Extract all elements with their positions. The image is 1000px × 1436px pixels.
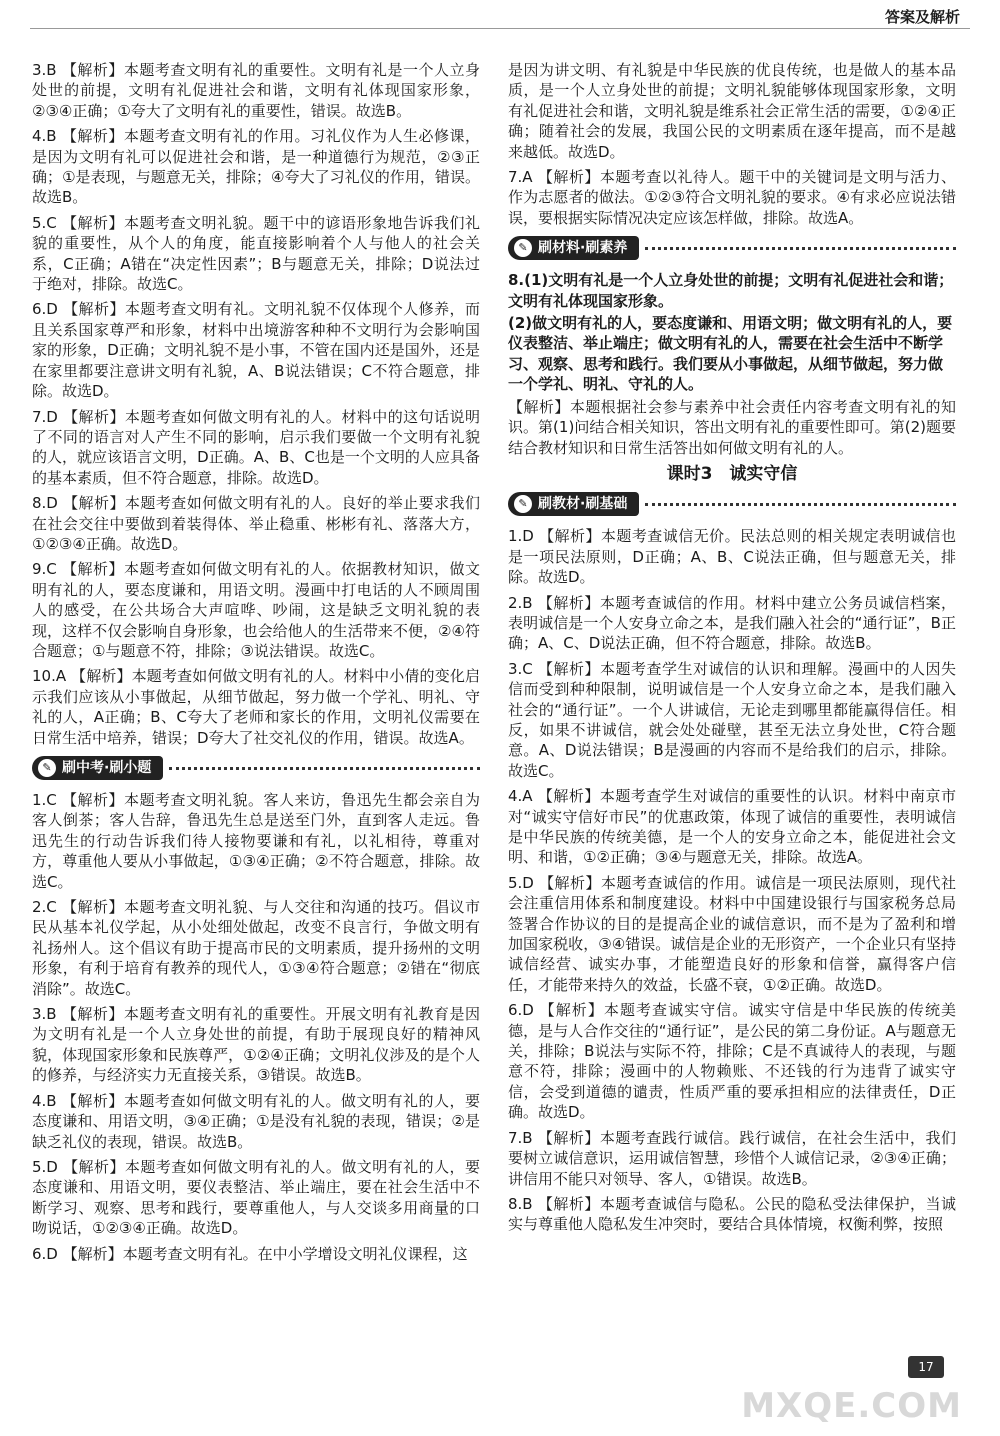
banner-text: 刷教材·刷基础 <box>538 496 628 513</box>
banner-label <box>508 236 639 260</box>
answer-item: 5.D 【解析】本题考查诚信的作用。诚信是一项民法原则，现代社会注重信用体系和制度建设。材料中中国建设银行与国家税务总局签署合作协议的目的是提高企业的诚信意识，而不是为了盈利和增加国家税收，③④错误。诚信是企业的无形资产，一个企业只有坚持诚信经营、诚实办事，才能塑造良好的形象和信誉，赢得客户信任，才能带来持久的效益，长盛不衰，①②正确。故选D。 <box>508 873 956 994</box>
answer-text: 8.(1)文明有礼是一个人立身处世的前提；文明有礼促进社会和谐；文明有礼体现国家形象。 <box>508 271 954 310</box>
answer-item: 1.D 【解析】本题考查诚信无价。民法总则的相关规定表明诚信也是一项民法原则，D正确；A、B、C说法正确，但与题意无关，排除。故选D。 <box>508 527 956 587</box>
section-banner <box>32 754 480 782</box>
banner-text: 刷材料·刷素养 <box>538 240 628 257</box>
answer-item: 9.C 【解析】本题考查如何做文明有礼的人。依据教材知识，做文明有礼的人，要态度谦和，用语文明。漫画中打电话的人不顾周围人的感受，在公共场合大声喧哗、吵闹，这是缺乏文明礼貌的表现，这样不仅会影响自身形象，也会给他人的生活带来不便，②④符合题意；①与题意不符，排除；③说法错误。故选C。 <box>32 560 480 660</box>
left-column <box>32 60 480 1269</box>
answer-item: 3.B 【解析】本题考查文明有礼的重要性。开展文明有礼教育是因为文明有礼是一个人立身处世的前提，有助于展现良好的精神风貌，体现国家形象和民族尊严，①②④正确；文明礼仪涉及的是个人的修养，与经济实力无直接关系，③错误。故选B。 <box>32 1005 480 1085</box>
header-rule <box>30 28 970 29</box>
answer-item: 6.D 【解析】本题考查文明有礼。文明礼貌不仅体现个人修养，而且关系国家尊严和形象，材料中出境游客种种不文明行为会影响国家的形象，D正确；文明礼貌不是小事，不管在国内还是国外，还是在家里都要注意讲文明有礼貌，A、B说法错误；C不符合题意，排除。故选D。 <box>32 300 480 401</box>
answer-item: 4.A 【解析】本题考查学生对诚信的重要性的认识。材料中南京市对“诚实守信好市民”的优惠政策，体现了诚信的重要性，表明诚信是中华民族的传统美德，是一个人的安身立命之本，能促进社会文明、和谐，①②正确；③④与题意无关，排除。故选A。 <box>508 787 956 867</box>
answer-item: 10.A 【解析】本题考查如何做文明有礼的人。材料中小倩的变化启示我们应该从小事做起，从细节做起，努力做一个学礼、明礼、守礼的人，A正确；B、C夸大了老师和家长的作用，文明礼仪需要在日常生活中培养，错误；D夸大了社交礼仪的作用，错误。故选A。 <box>32 667 480 747</box>
answer-item: 5.C 【解析】本题考查文明礼貌。题干中的谚语形象地告诉我们礼貌的重要性，从个人的角度，能直接影响着个人与他人的社会关系，C正确；A错在“决定性因素”；B与题意无关，排除；D说法过于绝对，排除。故选C。 <box>32 213 480 294</box>
answer-item: 3.C 【解析】本题考查学生对诚信的认识和理解。漫画中的人因失信而受到种种限制，说明诚信是一个人安身立命之本，是我们融入社会的“通行证”。一个人讲诚信，无论走到哪里都能赢得信任。相反，如果不讲诚信，就会处处碰壁，甚至无法立身处世，C符合题意。A、D说法错误；B是漫画的内容而不是给我们的启示，排除。故选C。 <box>508 659 956 780</box>
answer-item: 4.B 【解析】本题考查文明有礼的作用。习礼仪作为人生必修课，是因为文明有礼可以促进社会和谐，是一种道德行为规范，②③正确；①是表现，与题意无关，排除；④夸大了习礼仪的作用，错误。故选B。 <box>32 127 480 207</box>
pen-icon: ✎ <box>38 759 56 777</box>
watermark: MXQE.COM <box>741 1386 962 1426</box>
banner-dotted-rule <box>645 247 956 250</box>
answer-item: 8.D 【解析】本题考查如何做文明有礼的人。良好的举止要求我们在社会交往中要做到着装得体、举止稳重、彬彬有礼、落落大方，①②③④正确。故选D。 <box>32 494 480 553</box>
answer-item: 7.A 【解析】本题考查以礼待人。题干中的关键词是文明与活力、作为志愿者的做法。①②③符合文明礼貌的要求。④有求必应说法错误，要根据实际情况决定应该怎样做，排除。故选A。 <box>508 168 956 227</box>
section-banner <box>508 234 956 262</box>
section-banner <box>508 490 956 518</box>
answer-item: 8.B 【解析】本题考查诚信与隐私。公民的隐私受法律保护，当诚实与尊重他人隐私发生冲突时，要结合具体情境，权衡利弊，按照 <box>508 1194 956 1234</box>
answer-item: 3.B 【解析】本题考查文明有礼的重要性。文明有礼是一个人立身处世的前提，文明有礼促进社会和谐，文明有礼体现国家形象，②③④正确；①夸大了文明有礼的重要性，错误。故选B。 <box>32 61 480 120</box>
answer-item: 2.B 【解析】本题考查诚信的作用。材料中建立公务员诚信档案，表明诚信是一个人安身立命之本，是我们融入社会的“通行证”，B正确；A、C、D说法正确，但不符合题意，排除。故选B。 <box>508 593 956 653</box>
answer-item: 【解析】本题根据社会参与素养中社会责任内容考查文明有礼的知识。第(1)问结合相关知识，答出文明有礼的重要性即可。第(2)题要结合教材知识和日常生活答出如何做文明有礼的人。 <box>508 397 956 457</box>
answer-text: (2)做文明有礼的人，要态度谦和、用语文明；做文明有礼的人，要仪表整洁、举止端庄；做文明有礼的人，需要在社会生活中不断学习、观察、思考和践行。我们要从小事做起，从细节做起，努力做一个学礼、明礼、守礼的人。 <box>508 314 953 394</box>
right-column <box>508 60 956 1240</box>
answer-item: 是因为讲文明、有礼貌是中华民族的优良传统，也是做人的基本品质，是一个人立身处世的前提；文明礼貌能够体现国家形象，文明有礼促进社会和谐，文明礼貌是维系社会正常生活的需要，①②④正确；随着社会的发展，我国公民的文明素质在逐年提高，而不是越来越低。故选D。 <box>508 61 956 161</box>
answer-item: 5.D 【解析】本题考查如何做文明有礼的人。做文明有礼的人，要态度谦和、用语文明，要仪表整洁、举止端庄，要在社会生活中不断学习、观察、思考和践行，要尊重他人，与人交谈多用商量的口吻说话，①②③④正确。故选D。 <box>32 1157 480 1238</box>
banner-dotted-rule <box>169 767 480 770</box>
banner-dotted-rule <box>645 503 956 506</box>
answer-item: 1.C 【解析】本题考查文明礼貌。客人来访，鲁迅先生都会亲自为客人倒茶；客人告辞，鲁迅先生总是送至门外，直到客人走远。鲁迅先生的行动告诉我们待人接物要谦和有礼，以礼相待，尊重对方，尊重他人要从小事做起，①③④正确；②不符合题意，排除。故选C。 <box>32 791 480 891</box>
pen-icon: ✎ <box>514 495 532 513</box>
banner-text: 刷中考·刷小题 <box>62 759 152 776</box>
pen-icon: ✎ <box>514 239 532 257</box>
page-number: 17 <box>908 1356 944 1378</box>
answer-item: 6.D 【解析】本题考查诚实守信。诚实守信是中华民族的传统美德，是与人合作交往的“通行证”，是公民的第二身份证。A与题意无关，排除；B说法与实际不符，排除；C是不真诚待人的表现，与题意不符，排除；漫画中的人物赖账、不还钱的行为违背了诚实守信，会受到道德的谴责，性质严重的要承担相应的法律责任，D正确。故选D。 <box>508 1001 956 1122</box>
banner-label <box>508 492 639 516</box>
answer-item: 6.D 【解析】本题考查文明有礼。在中小学增设文明礼仪课程，这 <box>32 1244 468 1263</box>
answer-item: 7.D 【解析】本题考查如何做文明有礼的人。材料中的这句话说明了不同的语言对人产生不同的影响，启示我们要做一个文明有礼貌的人，就应该语言文明，D正确。A、B、C也是一个文明的人应具备的基本素质，但不符合题意，排除。故选D。 <box>32 407 480 487</box>
answer-item: 7.B 【解析】本题考查践行诚信。践行诚信，在社会生活中，我们要树立诚信意识，运用诚信智慧，珍惜个人诚信记录，②③④正确；讲信用不能只对领导、客人，①错误。故选B。 <box>508 1128 956 1188</box>
banner-label <box>32 756 163 780</box>
lesson-title: 课时3 诚实守信 <box>666 463 798 484</box>
page-header: 答案及解析 <box>884 8 960 26</box>
answer-item: 4.B 【解析】本题考查如何做文明有礼的人。做文明有礼的人，要态度谦和、用语文明，③④正确；①是没有礼貌的表现，错误；②是缺乏礼仪的表现，错误。故选B。 <box>32 1091 480 1151</box>
answer-item: 2.C 【解析】本题考查文明礼貌、与人交往和沟通的技巧。倡议市民从基本礼仪学起，从小处细处做起，改变不良言行，争做文明有礼扬州人。这个倡议有助于提高市民的文明素质，提升扬州的文明形象，有利于培育有教养的现代人，①③④符合题意；②错在“彻底消除”。故选C。 <box>32 898 480 998</box>
